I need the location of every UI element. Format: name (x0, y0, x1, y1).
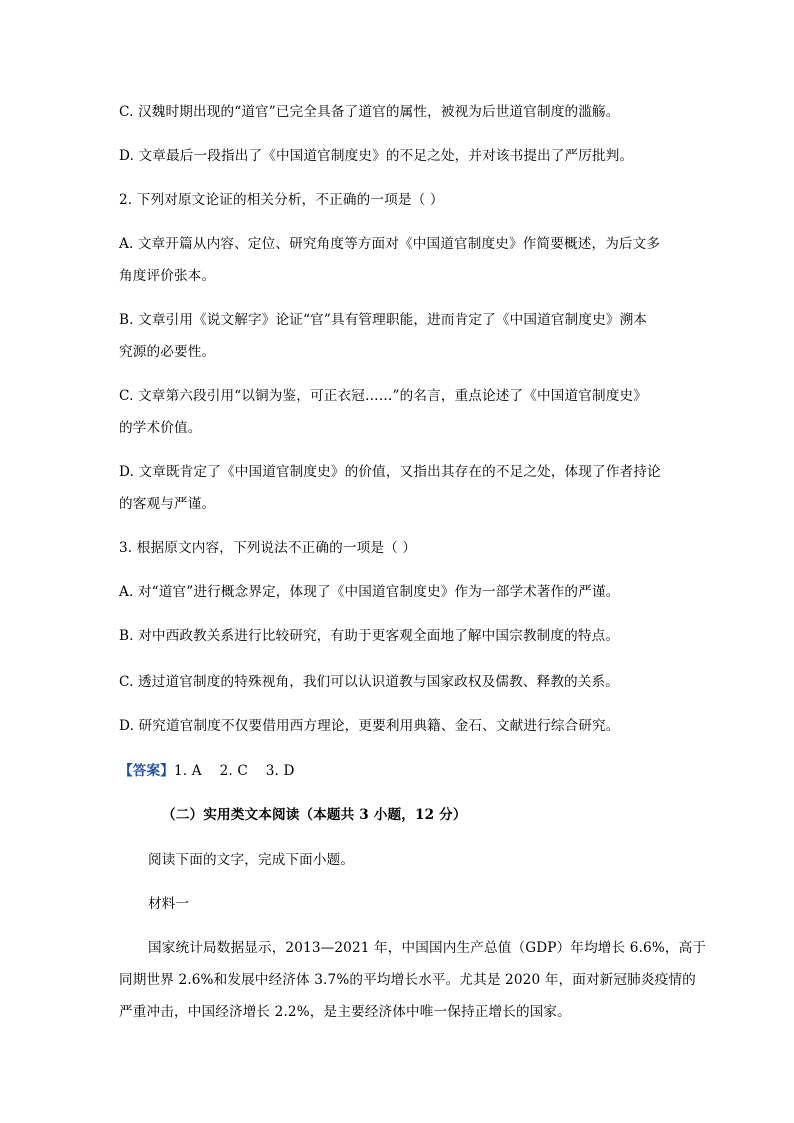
material-paragraph-line2: 同期世界 2.6%和发展中经济体 3.7%的平均增长水平。尤其是 2020 年，面对新冠肺炎疫情的 (119, 972, 696, 988)
q2-option-d-line1: D. 文章既肯定了《中国道官制度史》的价值，又指出其存在的不足之处，体现了作者持论 (119, 464, 661, 480)
material-paragraph-line3: 严重冲击，中国经济增长 2.2%，是主要经济体中唯一保持正增长的国家。 (119, 1004, 571, 1020)
material-title: 材料一 (148, 896, 190, 912)
answer-tag: 【答案】 (119, 763, 174, 779)
q2-stem: 2. 下列对原文论证的相关分析，不正确的一项是（ ） (119, 192, 444, 208)
q2-option-a-line2: 角度评价张本。 (119, 268, 216, 284)
q3-option-c: C. 透过道官制度的特殊视角，我们可以认识道教与国家政权及儒教、释教的关系。 (119, 674, 620, 690)
q2-option-b-line1: B. 文章引用《说文解字》论证“官”具有管理职能，进而肯定了《中国道官制度史》溯本 (119, 312, 648, 328)
answer-text: 1. A 2. C 3. D (173, 763, 295, 779)
q2-option-d-line2: 的客观与严谨。 (119, 496, 216, 512)
q3-option-a: A. 对“道官”进行概念界定，体现了《中国道官制度史》作为一部学术著作的严谨。 (119, 584, 620, 600)
q2-option-a-line1: A. 文章开篇从内容、定位、研究角度等方面对《中国道官制度史》作简要概述，为后文多 (119, 236, 661, 252)
q3-option-b: B. 对中西政教关系进行比较研究，有助于更客观全面地了解中国宗教制度的特点。 (119, 628, 620, 644)
q3-option-d: D. 研究道官制度不仅要借用西方理论，更要利用典籍、金石、文献进行综合研究。 (119, 718, 620, 734)
q2-option-b-line2: 究源的必要性。 (119, 344, 216, 360)
section-heading: （二）实用类文本阅读（本题共 3 小题，12 分） (162, 807, 467, 823)
q3-stem: 3. 根据原文内容，下列说法不正确的一项是（ ） (119, 540, 417, 556)
q1-option-c: C. 汉魏时期出现的“道官”已完全具备了道官的属性，被视为后世道官制度的滥觞。 (119, 104, 620, 120)
section-instruction: 阅读下面的文字，完成下面小题。 (148, 852, 355, 868)
q1-option-d: D. 文章最后一段指出了《中国道官制度史》的不足之处，并对该书提出了严厉批判。 (119, 148, 634, 164)
q2-option-c-line2: 的学术价值。 (119, 420, 202, 436)
material-paragraph-line1: 国家统计局数据显示，2013—2021 年，中国国内生产总值（GDP）年均增长 6.6%，高于 (148, 940, 707, 956)
q2-option-c-line1: C. 文章第六段引用“以铜为鉴，可正衣冠……”的名言，重点论述了《中国道官制度史》 (119, 388, 647, 404)
answer-line (119, 761, 295, 781)
